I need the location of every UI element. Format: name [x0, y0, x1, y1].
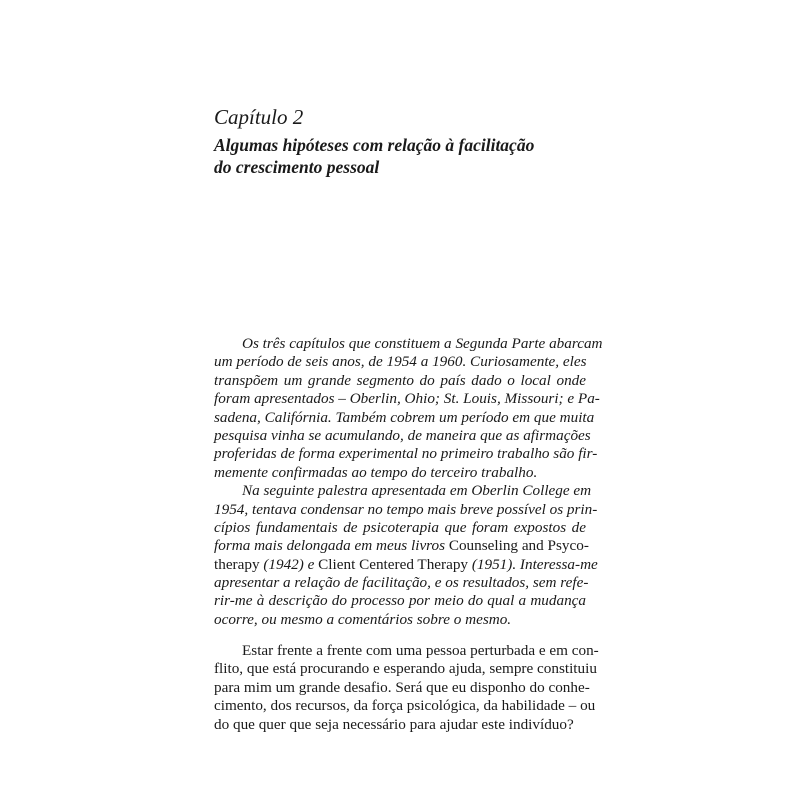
text-line: pesquisa vinha se acumulando, de maneira que as afirmações	[214, 426, 591, 444]
chapter-title-line: Algumas hipóteses com relação à facilitação	[214, 135, 535, 155]
text-line: rir-me à descrição do processo por meio do qual a mudança	[214, 592, 586, 610]
text-line: transpõem um grande segmento do país dado o local onde	[214, 371, 586, 389]
chapter-title	[214, 134, 594, 178]
text-line: memente confirmadas ao tempo do terceiro trabalho.	[214, 463, 538, 481]
text-line: um período de seis anos, de 1954 a 1960. Curiosamente, eles	[214, 353, 587, 371]
text-line: Os três capítulos que constituem a Segunda Parte abarcam	[242, 335, 603, 352]
text-line: cimento, dos recursos, da força psicológica, da habilidade – ou	[214, 697, 596, 715]
chapter-label: Capítulo 2	[214, 105, 304, 129]
text-line: apresentar a relação de facilitação, e os resultados, sem refe-	[214, 574, 589, 592]
chapter-title-line: do crescimento pessoal	[214, 157, 380, 177]
book-title: Client Centered Therapy	[318, 555, 469, 573]
text-line: 1954, tentava condensar no tempo mais breve possível os prin-	[214, 500, 598, 518]
text-segment: (1942) e	[259, 555, 319, 573]
text-line: Na seguinte palestra apresentada em Oberlin College em	[242, 482, 592, 500]
text-segment: (1951). Interessa-me	[468, 555, 598, 573]
text-line: para mim um grande desafio. Será que eu disponho do conhe-	[214, 678, 590, 696]
main-paragraph	[214, 642, 599, 734]
intro-paragraphs	[214, 335, 603, 629]
text-line: cípios fundamentais de psicoterapia que foram expostos de	[214, 518, 586, 536]
text-line: foram apresentados – Oberlin, Ohio; St. Louis, Missouri; e Pa-	[214, 390, 600, 408]
text-line: proferidas de forma experimental no primeiro trabalho são fir-	[214, 445, 598, 463]
text-line: sadena, Califórnia. Também cobrem um período em que muita	[214, 408, 595, 426]
text-line	[214, 555, 598, 574]
text-line: Estar frente a frente com uma pessoa perturbada e em con-	[242, 642, 599, 659]
text-segment: forma mais delongada em meus livros	[214, 537, 449, 555]
text-line: ocorre, ou mesmo a comentários sobre o mesmo.	[214, 610, 512, 628]
text-line	[214, 537, 589, 555]
text-line: flito, que está procurando e esperando ajuda, sempre constituiu	[214, 660, 597, 678]
text-line: do que quer que seja necessário para ajudar este indivíduo?	[214, 715, 574, 733]
book-title: therapy	[214, 555, 260, 573]
book-title: Counseling and Psyco-	[448, 537, 589, 555]
